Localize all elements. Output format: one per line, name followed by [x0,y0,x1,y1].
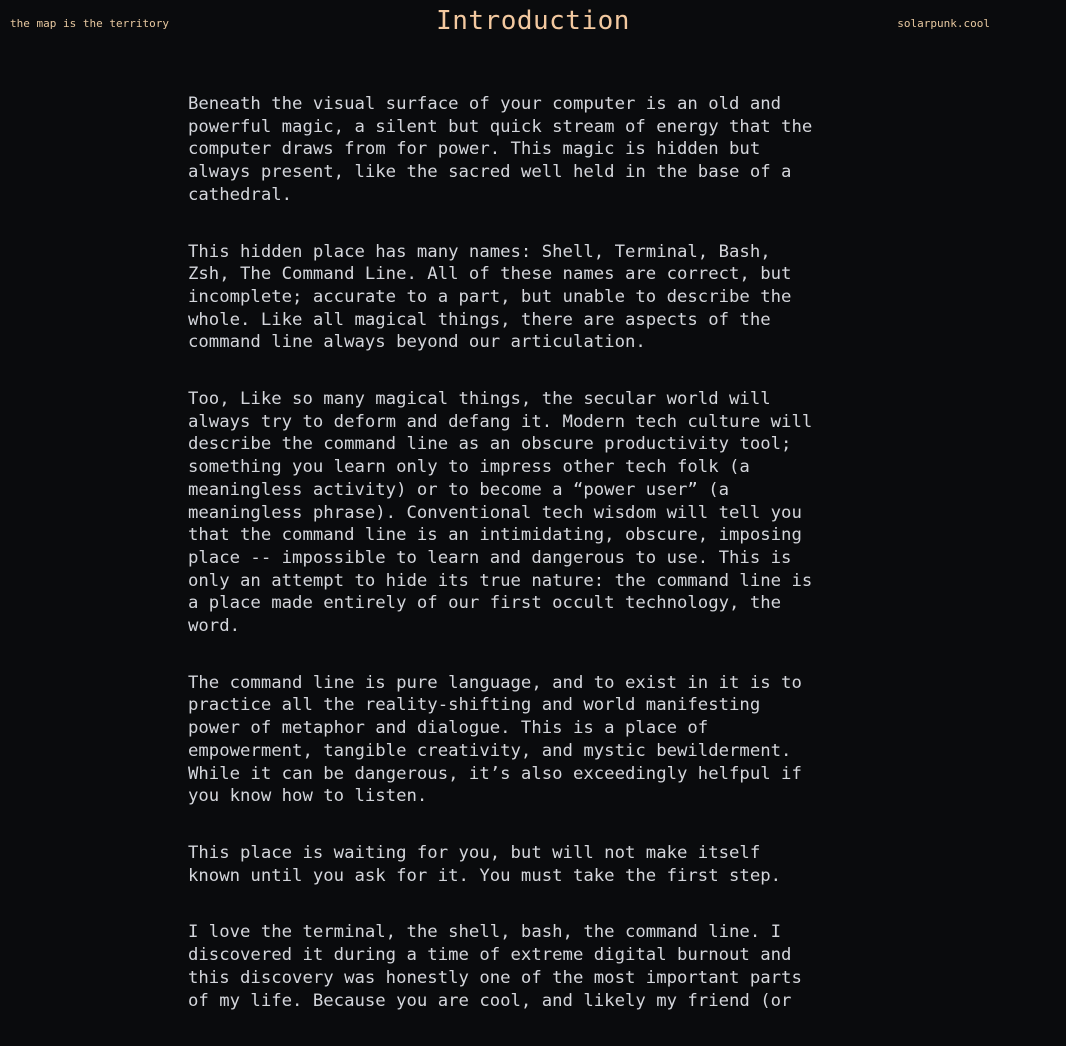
article-body [188,93,820,1046]
paragraph-2: This hidden place has many names: Shell, Terminal, Bash, Zsh, The Command Line. All of these names are correct, but incomplete; accurate to a part, but unable to describe the whole. Like all magical things, there are aspects of the command line always beyond our articulation. [188,241,792,353]
paragraph-3: Too, Like so many magical things, the secular world will always try to deform and defang it. Modern tech culture will describe the command line as an obscure productivity tool; something you learn only to impress other tech folk (a meaningless activity) or to become a “power user” (a meaningless phrase). Conventional tech wisdom will tell you that the command line is an intimidating, obscure, imposing place -- impossible to learn and dangerous to use. This is only an attempt to hide its true nature: the command line is a place made entirely of our first occult technology, the word. [188,389,813,637]
paragraph-6: I love the terminal, the shell, bash, the command line. I discovered it during a time of extreme digital burnout and this discovery was honestly one of the most important parts of my life. Because you are cool, and likely my friend (or [188,922,802,1011]
paragraph-4: The command line is pure language, and to exist in it is to practice all the reality-shifting and world manifesting power of metaphor and dialogue. This is a place of empowerment, tangible creativity, and mystic bewilderment. While it can be dangerous, it’s also exceedingly helfpul if you know how to listen. [188,672,802,807]
paragraph-5: This place is waiting for you, but will not make itself known until you ask for it. You must take the first step. [188,842,782,886]
site-home-link[interactable]: the map is the territory [10,17,169,30]
paragraph-1: Beneath the visual surface of your computer is an old and powerful magic, a silent but quick stream of energy that the computer draws from for power. This magic is hidden but always present, like the sacred well held in the base of a cathedral. [188,94,813,205]
solarpunk-link[interactable]: solarpunk.cool [897,17,990,30]
page-title: Introduction [436,6,630,36]
